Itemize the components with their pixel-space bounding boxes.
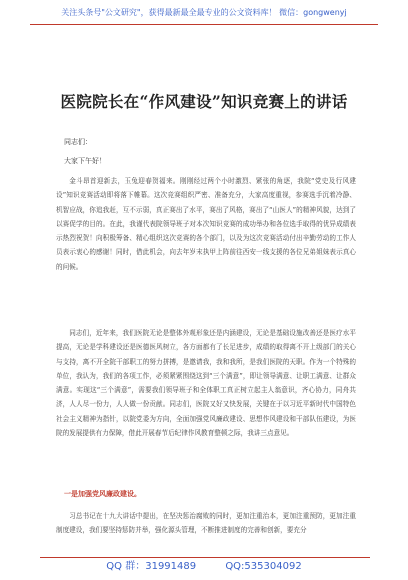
footer-qq-contact: QQ:535304092 <box>225 561 302 572</box>
footer <box>0 561 408 573</box>
header-divider <box>30 24 378 25</box>
footer-qq-group: QQ 群：31991489 <box>106 561 197 572</box>
footer-divider <box>40 557 370 558</box>
body-paragraph-1: 金斗昂首迎新去，玉兔迎春贺福来。刚刚经过两个小时激烈、紧张的角逐，我院“党史及行风建设”知识竞赛活动即将落下帷幕。这次竞赛组织严密、准备充分，大家高度重视，参赛选手沉着冷静、机智应战，你追我赶，互不示弱，真正赛出了水平，赛出了风格，赛出了“山医人”的精神风貌，达到了以赛促学的目的。在此，我谨代表院领导班子对本次知识竞赛的成功举办和各位选手取得的优异成绩表示热烈祝贺！向积极筹备、精心组织这次竞赛的各个部门，以及为这次竞赛活动付出辛勤劳动的工作人员表示衷心的感谢！同时，借此机会，向去年岁末执甲上阵前往西安一线支援的各位兄弟姐妹表示真心的问候。 <box>56 177 356 271</box>
document-title: 医院院长在“作风建设”知识竞赛上的讲话 <box>60 92 348 111</box>
greeting-line: 大家下午好！ <box>64 157 106 165</box>
header-banner: 关注头条号"公文研究"，获得最新最全最专业的公文资料库！ 微信：gongwenyj <box>61 8 347 17</box>
section-paragraph: 习总书记在十九大讲话中提出，在坚决惩治腐败的同时，更加注重治本，更加注重预防，更加注重制度建设，我们要坚持惩防并举，强化源头管理，不断推进制度的完善和创新，要充分 <box>56 512 356 535</box>
body-paragraph-2: 同志们，近年来，我们医院无论是整体外观形象还是内涵建设，无论是基础设施改善还是医疗水平提高，无论是学科建设还是医德医风树立，各方面都有了长足进步，成绩的取得离不开上级部门的关心与支持，离不开全院干部职工的努力拼搏，是邀请我，我和我所，是我们医院的天职。作为一个特殊的单位，我认为，我们的各项工作，必须紧紧围绕这到“三个满意”，即让领导满意、让职工满意、让群众满意。实现这“三个满意”，需要我们领导班子和全体职工真正树立起主人翁意识，齐心协力，同舟共济，人人尽一份力，人人做一份贡献。同志们，医院又好又快发展，关键在于以习近平新时代中国特色社会主义精神为指针，以院党委为方向，全面加强党风廉政建设、思想作风建设和干部队伍建设，为医院的发展提供有力保障，借此开展春节后纪律作风教育整顿之际，我讲三点意见。 <box>56 329 356 438</box>
salutation: 同志们： <box>64 138 92 146</box>
section-heading: 一是加强党风廉政建设。 <box>64 490 141 498</box>
